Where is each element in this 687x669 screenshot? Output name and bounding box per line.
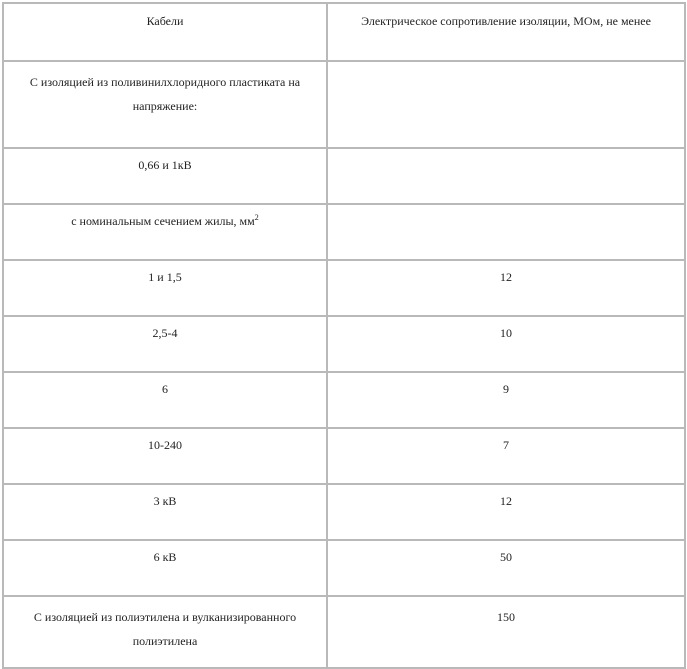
resistance-cell: 10 [327,316,685,372]
table-row [3,148,685,204]
resistance-cell [327,148,685,204]
header-resistance: Электрическое сопротивление изоляции, МОм, не менее [327,3,685,61]
resistance-cell: 9 [327,372,685,428]
header-cables: Кабели [3,3,327,61]
cable-cell: 0,66 и 1кВ [3,148,327,204]
cable-cell: С изоляцией из полиэтилена и вулканизированного полиэтилена [3,596,327,668]
resistance-cell [327,61,685,148]
table-row [3,260,685,316]
cable-cell: 3 кВ [3,484,327,540]
cable-cell: 10-240 [3,428,327,484]
insulation-resistance-table-wrapper [2,2,684,669]
table-row [3,540,685,596]
cable-cell: С изоляцией из поливинилхлоридного пластиката на напряжение: [3,61,327,148]
resistance-cell [327,204,685,260]
resistance-cell: 12 [327,484,685,540]
table-row [3,316,685,372]
insulation-resistance-table [2,2,686,669]
resistance-cell: 7 [327,428,685,484]
table-row [3,204,685,260]
table-row [3,61,685,148]
table-row [3,484,685,540]
superscript-two: 2 [254,213,259,222]
resistance-cell: 50 [327,540,685,596]
cable-cell: 6 кВ [3,540,327,596]
table-row [3,428,685,484]
cable-cell: 1 и 1,5 [3,260,327,316]
resistance-cell: 12 [327,260,685,316]
cable-cell [3,204,327,260]
cable-cell: 2,5-4 [3,316,327,372]
resistance-cell: 150 [327,596,685,668]
table-row [3,596,685,668]
table-row [3,372,685,428]
cable-cell: 6 [3,372,327,428]
cable-cell-text: с номинальным сечением жилы, мм [71,214,255,228]
table-header-row [3,3,685,61]
